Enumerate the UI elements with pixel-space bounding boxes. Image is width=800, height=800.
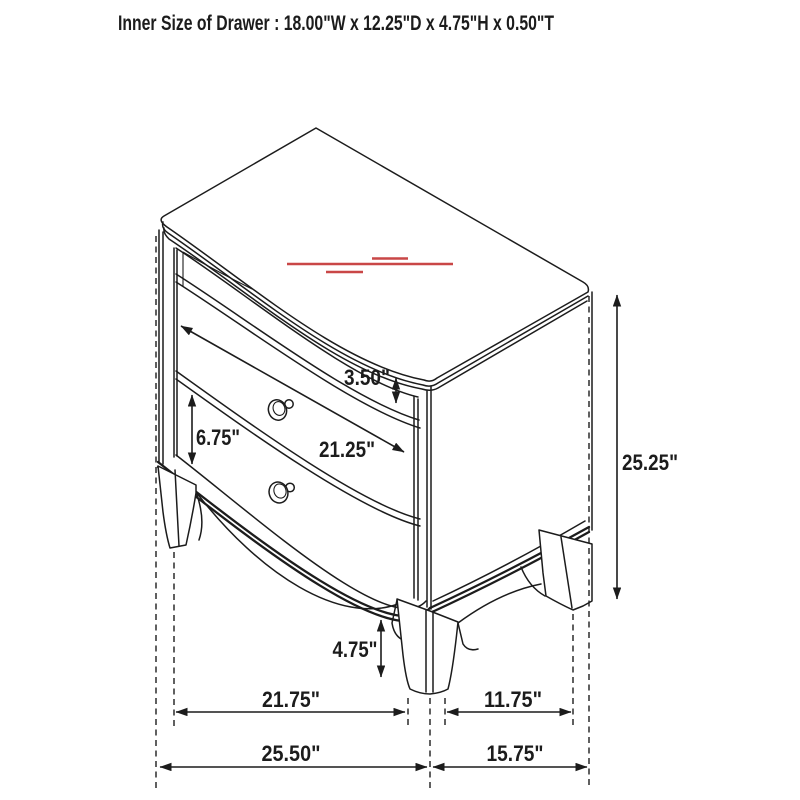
dim-leg-height <box>333 620 382 677</box>
drawer-1-knob-icon <box>266 397 293 422</box>
dim-side-leg-span <box>447 687 571 712</box>
dim-front-leg-span <box>176 687 405 712</box>
dim-overall-depth <box>433 741 587 767</box>
nightstand-drawing <box>158 128 592 694</box>
dim-label-leg-height: 4.75" <box>332 637 378 662</box>
front-center-leg <box>397 599 458 694</box>
dim-label-overall-width: 25.50" <box>261 741 321 766</box>
dim-overall-width <box>160 741 427 767</box>
diagram-title: Inner Size of Drawer : 18.00"W x 12.25"D x 4.75"H x 0.50"T <box>118 12 555 35</box>
apron-bracket-right <box>521 567 545 596</box>
apron-bracket-center-right <box>458 623 478 650</box>
dim-shelf-opening-height <box>344 365 396 403</box>
dim-bottom-drawer-height <box>192 395 240 464</box>
dim-label-shelf-opening-height: 3.50" <box>344 365 390 390</box>
dim-label-overall-depth: 15.75" <box>486 741 544 766</box>
base-molding <box>158 455 589 650</box>
dim-label-front-leg-span: 21.75" <box>262 687 320 712</box>
drawer-2-knob-icon <box>266 480 294 506</box>
dim-label-overall-height: 25.25" <box>622 450 678 475</box>
top-outline <box>161 128 588 381</box>
drawer2-bottom-edge <box>176 455 426 609</box>
dim-label-drawer-front-width: 21.25" <box>319 437 375 462</box>
dim-label-bottom-drawer-height: 6.75" <box>196 425 240 450</box>
dim-overall-height <box>617 295 678 599</box>
dim-label-side-leg-span: 11.75" <box>484 687 542 712</box>
